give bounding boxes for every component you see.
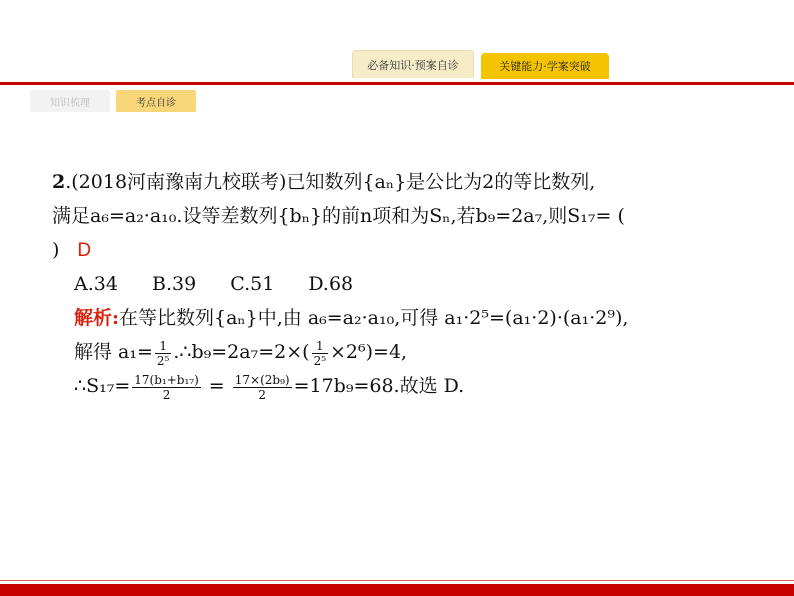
solution-line-1: [52, 301, 762, 335]
problem-line-2: [52, 199, 762, 233]
problem-text-2: 满足a₆=a₂·a₁₀.设等差数列{bₙ}的前n项和为Sₙ,若b₉=2a₇,则S₁₇= (: [52, 205, 625, 227]
fraction-inner-num: 1: [312, 339, 328, 354]
solution-text-2c: ×2⁶)=4,: [330, 341, 408, 363]
fraction-b9-den: 2: [258, 387, 266, 402]
tab-key-ability[interactable]: 关键能力·学案突破: [481, 53, 609, 79]
solution-eq-sign: =: [202, 375, 231, 397]
choices-row: [52, 267, 762, 301]
choice-a: A.34: [74, 273, 118, 295]
problem-line-1: [52, 165, 762, 199]
fraction-inner-den: 2⁵: [313, 353, 327, 368]
fraction-sum: [132, 373, 200, 402]
problem-text-1: .(2018河南豫南九校联考)已知数列{aₙ}是公比为2的等比数列,: [65, 171, 596, 193]
subtab-knowledge-review[interactable]: 知识梳理: [30, 90, 110, 112]
solution-line-2: [52, 335, 762, 369]
fraction-b9: [233, 373, 292, 402]
solution-text-2a: 解得 a₁=: [74, 341, 153, 363]
problem-content: [52, 165, 762, 403]
footer-thin-line: [0, 580, 794, 581]
solution-text-3b: =17b₉=68.故选 D.: [293, 375, 465, 397]
problem-paren-close: ): [52, 239, 60, 261]
fraction-a1: [155, 339, 171, 368]
tab-prep-self-diagnosis[interactable]: 必备知识·预案自诊: [352, 50, 474, 78]
fraction-a1-den: 2⁵: [156, 353, 170, 368]
header-divider: [0, 82, 794, 85]
choice-d: D.68: [308, 273, 354, 295]
answer-letter: D: [77, 240, 92, 261]
fraction-sum-num: 17(b₁+b₁₇): [134, 372, 199, 387]
fraction-inner: [312, 339, 328, 368]
choice-c: C.51: [230, 273, 275, 295]
problem-number: 2: [52, 171, 66, 193]
problem-line-3: [52, 233, 762, 267]
solution-line-3: [52, 369, 762, 403]
choice-b: B.39: [151, 273, 197, 295]
subtab-exam-self-diagnosis[interactable]: 考点自诊: [116, 90, 196, 112]
footer-red-bar: [0, 584, 794, 596]
fraction-b9-num: 17×(2b₉): [234, 372, 290, 387]
solution-text-1: 在等比数列{aₙ}中,由 a₆=a₂·a₁₀,可得 a₁·2⁵=(a₁·2)·(a₁·2⁹),: [119, 307, 629, 329]
solution-text-3a: ∴S₁₇=: [74, 375, 131, 397]
fraction-sum-den: 2: [162, 387, 171, 402]
fraction-a1-num: 1: [155, 339, 171, 354]
solution-text-2b: .∴b₉=2a₇=2×(: [173, 341, 310, 363]
solution-label: 解析:: [74, 307, 120, 329]
